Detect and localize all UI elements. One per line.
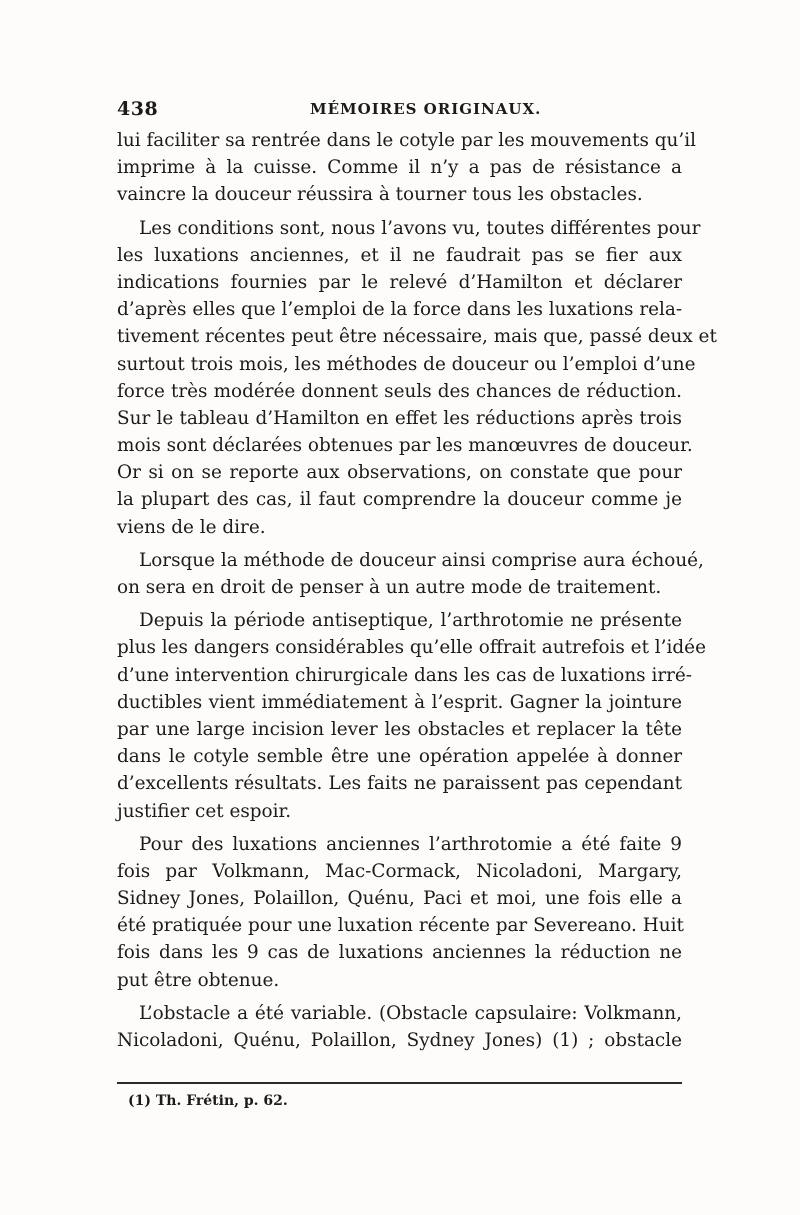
text-line: Sidney Jones, Polaillon, Quénu, Paci et moi, une fois elle a — [117, 888, 682, 910]
running-title: MÉMOIRES ORIGINAUX. — [310, 100, 542, 118]
text-line: tivement récentes peut être nécessaire, mais que, passé deux et — [117, 326, 717, 348]
text-line: fois par Volkmann, Mac-Cormack, Nicoladoni, Margary, — [117, 860, 682, 882]
text-line: été pratiquée pour une luxation récente par Severeano. Huit — [117, 915, 684, 937]
text-line: plus les dangers considérables qu’elle offrait autrefois et l’idée — [117, 637, 706, 659]
footnote-rule — [117, 1082, 682, 1084]
text-line: par une large incision lever les obstacles et replacer la tête — [117, 718, 682, 740]
page-header — [117, 98, 682, 124]
paragraph — [117, 831, 682, 994]
text-line: les luxations anciennes, et il ne faudrait pas se fier aux — [117, 244, 682, 266]
text-line: justifier cet espoir. — [117, 800, 292, 822]
text-line: la plupart des cas, il faut comprendre la douceur comme je — [117, 489, 682, 511]
text-line: imprime à la cuisse. Comme il n’y a pas de résistance a — [117, 157, 682, 179]
text-line: d’excellents résultats. Les faits ne paraissent pas cependant — [117, 773, 682, 795]
text-line: Or si on se reporte aux observations, on constate que pour — [117, 462, 682, 484]
text-line: d’une intervention chirurgicale dans les cas de luxations irré- — [117, 664, 693, 686]
paragraph — [117, 127, 696, 209]
page-number: 438 — [117, 98, 159, 120]
text-line: mois sont déclarées obtenues par les manœuvres de douceur. — [117, 435, 693, 457]
paragraph — [117, 547, 704, 601]
text-line: indications fournies par le relevé d’Hamilton et déclarer — [117, 271, 682, 293]
text-line: surtout trois mois, les méthodes de douceur ou l’emploi d’une — [117, 353, 696, 375]
body-text — [117, 127, 717, 1054]
text-line: ductibles vient immédiatement à l’esprit. Gagner la jointure — [117, 691, 682, 713]
text-line: force très modérée donnent seuls des chances de réduction. — [117, 380, 682, 402]
text-line: Sur le tableau d’Hamilton en effet les réductions après trois — [117, 407, 682, 429]
text-line: d’après elles que l’emploi de la force dans les luxations rela- — [117, 299, 683, 321]
paragraph — [117, 215, 717, 541]
text-line: Les conditions sont, nous l’avons vu, toutes différentes pour — [139, 217, 701, 239]
text-line: Pour des luxations anciennes l’arthrotomie a été faite 9 — [139, 833, 682, 855]
text-line: Nicoladoni, Quénu, Polaillon, Sydney Jones) (1) ; obstacle — [117, 1030, 682, 1051]
footnote: (1) Th. Frétin, p. 62. — [128, 1093, 288, 1109]
text-line: viens de le dire. — [117, 516, 266, 538]
text-line: on sera en droit de penser à un autre mode de traitement. — [117, 577, 662, 598]
text-line: vaincre la douceur réussira à tourner tous les obstacles. — [117, 184, 643, 206]
text-line: Lorsque la méthode de douceur ainsi comprise aura échoué, — [139, 549, 704, 571]
text-line: dans le cotyle semble être une opération appelée à donner — [117, 746, 682, 768]
paragraph — [117, 1000, 682, 1054]
text-line: lui faciliter sa rentrée dans le cotyle par les mouvements qu’il — [117, 130, 696, 151]
paragraph — [117, 607, 706, 825]
text-line: put être obtenue. — [117, 969, 280, 991]
text-line: Depuis la période antiseptique, l’arthrotomie ne présente — [139, 610, 682, 632]
text-line: L’obstacle a été variable. (Obstacle capsulaire: Volkmann, — [139, 1002, 682, 1024]
text-line: fois dans les 9 cas de luxations anciennes la réduction ne — [117, 942, 682, 964]
